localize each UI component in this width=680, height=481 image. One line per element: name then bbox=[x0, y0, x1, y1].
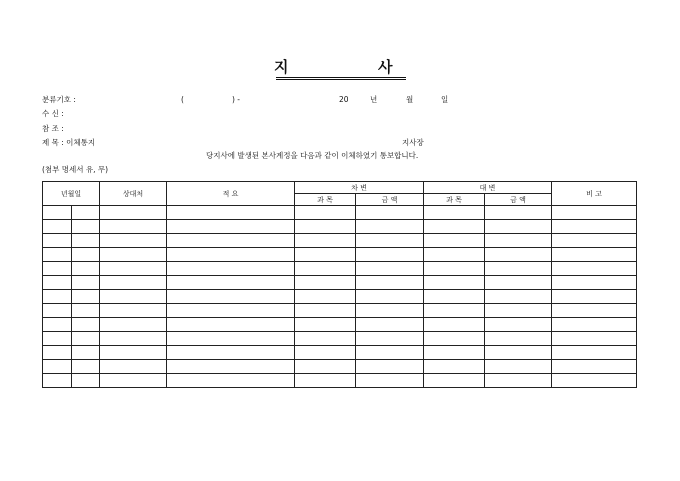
header-debit: 차 변 bbox=[295, 182, 424, 194]
cell-debit-account bbox=[295, 304, 356, 318]
header-credit: 대 변 bbox=[424, 182, 552, 194]
cell-counterparty bbox=[100, 374, 167, 388]
cell-debit-amount bbox=[356, 220, 424, 234]
cell-date-a bbox=[43, 332, 72, 346]
cell-debit-account bbox=[295, 360, 356, 374]
table-header-row bbox=[43, 182, 637, 194]
table-row bbox=[43, 262, 637, 276]
date-year-prefix: 20 bbox=[339, 95, 349, 104]
table-row bbox=[43, 360, 637, 374]
cell-date-a bbox=[43, 276, 72, 290]
cell-credit-amount bbox=[485, 220, 552, 234]
cell-date-a bbox=[43, 374, 72, 388]
cell-summary bbox=[167, 346, 295, 360]
cell-date-a bbox=[43, 290, 72, 304]
cell-date-a bbox=[43, 304, 72, 318]
cell-debit-amount bbox=[356, 248, 424, 262]
cell-date-b bbox=[72, 290, 100, 304]
cell-debit-account bbox=[295, 220, 356, 234]
cell-summary bbox=[167, 220, 295, 234]
cell-summary bbox=[167, 206, 295, 220]
cell-summary bbox=[167, 290, 295, 304]
cell-summary bbox=[167, 360, 295, 374]
cell-date-a bbox=[43, 360, 72, 374]
classification-label: 분류기호 : bbox=[42, 95, 76, 104]
cell-remarks bbox=[552, 220, 637, 234]
cell-remarks bbox=[552, 346, 637, 360]
cell-credit-account bbox=[424, 304, 485, 318]
cell-debit-amount bbox=[356, 234, 424, 248]
cell-credit-amount bbox=[485, 206, 552, 220]
cell-remarks bbox=[552, 360, 637, 374]
cell-credit-amount bbox=[485, 304, 552, 318]
cell-credit-account bbox=[424, 346, 485, 360]
date-month-label: 월 bbox=[406, 95, 414, 104]
cell-date-b bbox=[72, 206, 100, 220]
cell-debit-amount bbox=[356, 276, 424, 290]
cell-date-b bbox=[72, 304, 100, 318]
cell-date-a bbox=[43, 220, 72, 234]
cell-remarks bbox=[552, 318, 637, 332]
cell-credit-amount bbox=[485, 262, 552, 276]
cell-date-b bbox=[72, 374, 100, 388]
date-year-label: 년 bbox=[370, 95, 378, 104]
cell-debit-amount bbox=[356, 290, 424, 304]
cell-credit-amount bbox=[485, 290, 552, 304]
cell-debit-amount bbox=[356, 262, 424, 276]
cell-credit-account bbox=[424, 220, 485, 234]
cell-credit-account bbox=[424, 332, 485, 346]
cell-summary bbox=[167, 276, 295, 290]
cell-remarks bbox=[552, 234, 637, 248]
title-underline-second bbox=[276, 79, 406, 80]
table-row bbox=[43, 276, 637, 290]
title-char-1: 지 bbox=[274, 58, 289, 76]
table-row bbox=[43, 234, 637, 248]
cell-remarks bbox=[552, 248, 637, 262]
cell-credit-amount bbox=[485, 318, 552, 332]
cell-date-b bbox=[72, 346, 100, 360]
cell-counterparty bbox=[100, 248, 167, 262]
cell-debit-amount bbox=[356, 304, 424, 318]
cell-remarks bbox=[552, 374, 637, 388]
cell-debit-amount bbox=[356, 318, 424, 332]
transfer-ledger-table bbox=[42, 181, 637, 388]
cell-date-b bbox=[72, 248, 100, 262]
classification-paren-open: ( bbox=[181, 95, 184, 104]
cell-debit-amount bbox=[356, 360, 424, 374]
subject-line: 제 목 : 이체통지 bbox=[42, 138, 96, 147]
attachment-note: (첨부 명세서 유, 무) bbox=[42, 165, 109, 174]
cell-debit-account bbox=[295, 248, 356, 262]
cell-debit-account bbox=[295, 332, 356, 346]
cell-counterparty bbox=[100, 276, 167, 290]
date-day-label: 일 bbox=[441, 95, 449, 104]
document-title bbox=[270, 56, 410, 78]
cell-credit-account bbox=[424, 374, 485, 388]
cell-credit-amount bbox=[485, 276, 552, 290]
cell-debit-account bbox=[295, 318, 356, 332]
table-row bbox=[43, 248, 637, 262]
cell-credit-account bbox=[424, 248, 485, 262]
cell-credit-amount bbox=[485, 374, 552, 388]
cell-debit-account bbox=[295, 262, 356, 276]
cell-credit-account bbox=[424, 318, 485, 332]
cell-debit-account bbox=[295, 234, 356, 248]
cell-debit-account bbox=[295, 276, 356, 290]
table-row bbox=[43, 290, 637, 304]
cell-summary bbox=[167, 318, 295, 332]
cell-date-a bbox=[43, 248, 72, 262]
cell-summary bbox=[167, 262, 295, 276]
cell-credit-amount bbox=[485, 332, 552, 346]
title-char-2: 사 bbox=[378, 58, 393, 76]
header-summary: 적 요 bbox=[167, 182, 295, 206]
cell-credit-account bbox=[424, 206, 485, 220]
table-row bbox=[43, 374, 637, 388]
cell-credit-account bbox=[424, 234, 485, 248]
cell-debit-account bbox=[295, 346, 356, 360]
sender-title: 지사장 bbox=[402, 138, 424, 147]
cell-summary bbox=[167, 248, 295, 262]
cell-credit-amount bbox=[485, 346, 552, 360]
reference-label: 참 조 : bbox=[42, 124, 64, 133]
cell-credit-amount bbox=[485, 360, 552, 374]
cell-summary bbox=[167, 374, 295, 388]
cell-debit-account bbox=[295, 206, 356, 220]
table-row bbox=[43, 346, 637, 360]
cell-date-b bbox=[72, 220, 100, 234]
cell-summary bbox=[167, 332, 295, 346]
cell-remarks bbox=[552, 332, 637, 346]
cell-counterparty bbox=[100, 318, 167, 332]
header-remarks: 비 고 bbox=[552, 182, 637, 206]
cell-date-b bbox=[72, 234, 100, 248]
cell-credit-account bbox=[424, 290, 485, 304]
table-row bbox=[43, 304, 637, 318]
title-underline bbox=[276, 77, 406, 78]
cell-credit-account bbox=[424, 360, 485, 374]
cell-counterparty bbox=[100, 234, 167, 248]
cell-counterparty bbox=[100, 360, 167, 374]
cell-counterparty bbox=[100, 262, 167, 276]
table-row bbox=[43, 206, 637, 220]
cell-date-a bbox=[43, 346, 72, 360]
cell-date-a bbox=[43, 262, 72, 276]
header-credit-amount: 금 액 bbox=[485, 194, 552, 206]
cell-debit-account bbox=[295, 374, 356, 388]
table-row bbox=[43, 220, 637, 234]
cell-date-a bbox=[43, 206, 72, 220]
notice-text: 당지사에 발생된 본사계정을 다음과 같이 이체하였기 통보합니다. bbox=[206, 151, 419, 160]
cell-date-b bbox=[72, 318, 100, 332]
header-debit-amount: 금 액 bbox=[356, 194, 424, 206]
cell-counterparty bbox=[100, 332, 167, 346]
table-row bbox=[43, 332, 637, 346]
table-row bbox=[43, 318, 637, 332]
cell-date-b bbox=[72, 262, 100, 276]
classification-paren-close: ) - bbox=[232, 95, 241, 104]
cell-remarks bbox=[552, 276, 637, 290]
header-credit-account: 과 목 bbox=[424, 194, 485, 206]
cell-remarks bbox=[552, 262, 637, 276]
cell-date-b bbox=[72, 332, 100, 346]
cell-debit-amount bbox=[356, 206, 424, 220]
cell-credit-account bbox=[424, 262, 485, 276]
cell-counterparty bbox=[100, 304, 167, 318]
cell-date-b bbox=[72, 360, 100, 374]
cell-credit-account bbox=[424, 276, 485, 290]
cell-counterparty bbox=[100, 220, 167, 234]
cell-debit-amount bbox=[356, 374, 424, 388]
recipient-label: 수 신 : bbox=[42, 109, 64, 118]
cell-credit-amount bbox=[485, 248, 552, 262]
cell-debit-amount bbox=[356, 346, 424, 360]
cell-counterparty bbox=[100, 206, 167, 220]
header-debit-account: 과 목 bbox=[295, 194, 356, 206]
cell-debit-account bbox=[295, 290, 356, 304]
cell-remarks bbox=[552, 304, 637, 318]
cell-debit-amount bbox=[356, 332, 424, 346]
cell-remarks bbox=[552, 290, 637, 304]
cell-credit-amount bbox=[485, 234, 552, 248]
cell-summary bbox=[167, 234, 295, 248]
header-date: 년월일 bbox=[43, 182, 100, 206]
cell-counterparty bbox=[100, 346, 167, 360]
cell-counterparty bbox=[100, 290, 167, 304]
cell-date-a bbox=[43, 318, 72, 332]
cell-summary bbox=[167, 304, 295, 318]
cell-remarks bbox=[552, 206, 637, 220]
cell-date-b bbox=[72, 276, 100, 290]
header-counterparty: 상대처 bbox=[100, 182, 167, 206]
cell-date-a bbox=[43, 234, 72, 248]
